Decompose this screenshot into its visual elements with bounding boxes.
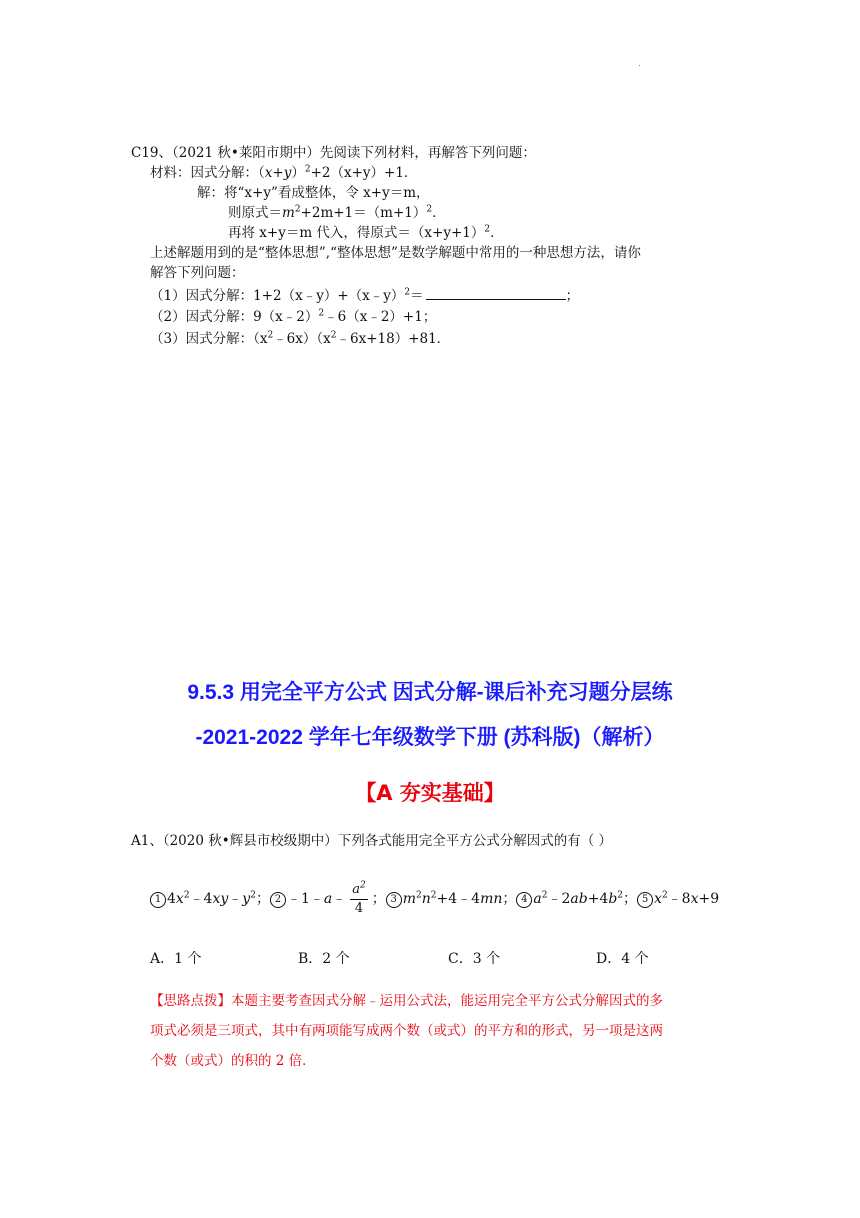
subquestion-2: （2）因式分解：9（x﹣2）$^2$﹣6（x﹣2）+1； (150, 308, 437, 325)
hint-line-1: 【思路点拨】本题主要考查因式分解﹣运用公式法，能运用完全平方公式分解因式的多 (150, 993, 663, 1009)
material-expression: $(x+y)^2$ (258, 164, 311, 181)
hint-line-2: 项式必须是三项式，其中有两项能写成两个数（或式）的平方和的形式，另一项是这两 (150, 1023, 663, 1039)
solution-step-2: 则原式$=m^2+2m+1=(m+1)^2$． (228, 204, 446, 221)
subquestion-1: （1）因式分解：1+2（x﹣y）+（x﹣y）$^2$＝ ； (150, 287, 580, 304)
fraction-a2-over-4: $\frac{a^2}{4}$ (352, 880, 366, 916)
answer-blank[interactable] (426, 286, 566, 300)
option-c[interactable]: C．3 个 (448, 951, 501, 967)
material-line: 材料：因式分解：$(x+y)^2+2(x+y)+1$． (150, 164, 418, 181)
document-title-line-2: -2021-2022 学年七年级数学下册 (苏科版)（解析） (195, 726, 665, 749)
solution-step-1: 解：将“x+y”看成整体，令 x+y＝m， (197, 185, 430, 201)
subquestion-3: （3）因式分解：$(x^2﹣6x)(x^2﹣6x+18)+81$． (150, 330, 451, 347)
paragraph-line-1: 上述解题用到的是“整体思想”,“整体思想”是数学解题中常用的一种思想方法，请你 (150, 245, 641, 261)
page-dot: . (638, 58, 641, 69)
hint-line-3: 个数（或式）的积的 2 倍． (150, 1053, 316, 1069)
option-d[interactable]: D．4 个 (596, 951, 649, 967)
option-a[interactable]: A．1 个 (150, 951, 202, 967)
document-title-line-1: 9.5.3 用完全平方公式 因式分解-课后补充习题分层练 (187, 681, 673, 704)
question-c19-heading: C19、（2021 秋•莱阳市期中）先阅读下列材料，再解答下列问题： (131, 145, 536, 161)
paragraph-line-2: 解答下列问题： (150, 265, 245, 281)
option-b[interactable]: B．2 个 (298, 951, 350, 967)
expression-list: 1 $4x^2﹣4xy﹣y^2$； 2 ﹣1﹣a﹣ $\frac{a^2}{4}$ ； 3 $m^2n^2+4﹣4mn$； 4 $a^2﹣2ab+4b^2$； 5 $x^2﹣8x+9$ (150, 878, 719, 920)
question-a1-heading: A1、（2020 秋•辉县市校级期中）下列各式能用完全平方公式分解因式的有（ ） (131, 833, 612, 849)
solution-step-3: 再将 x+y＝m 代入，得原式$=(x+y+1)^2$． (228, 224, 504, 241)
section-heading: 【A 夯实基础】 (355, 781, 505, 805)
